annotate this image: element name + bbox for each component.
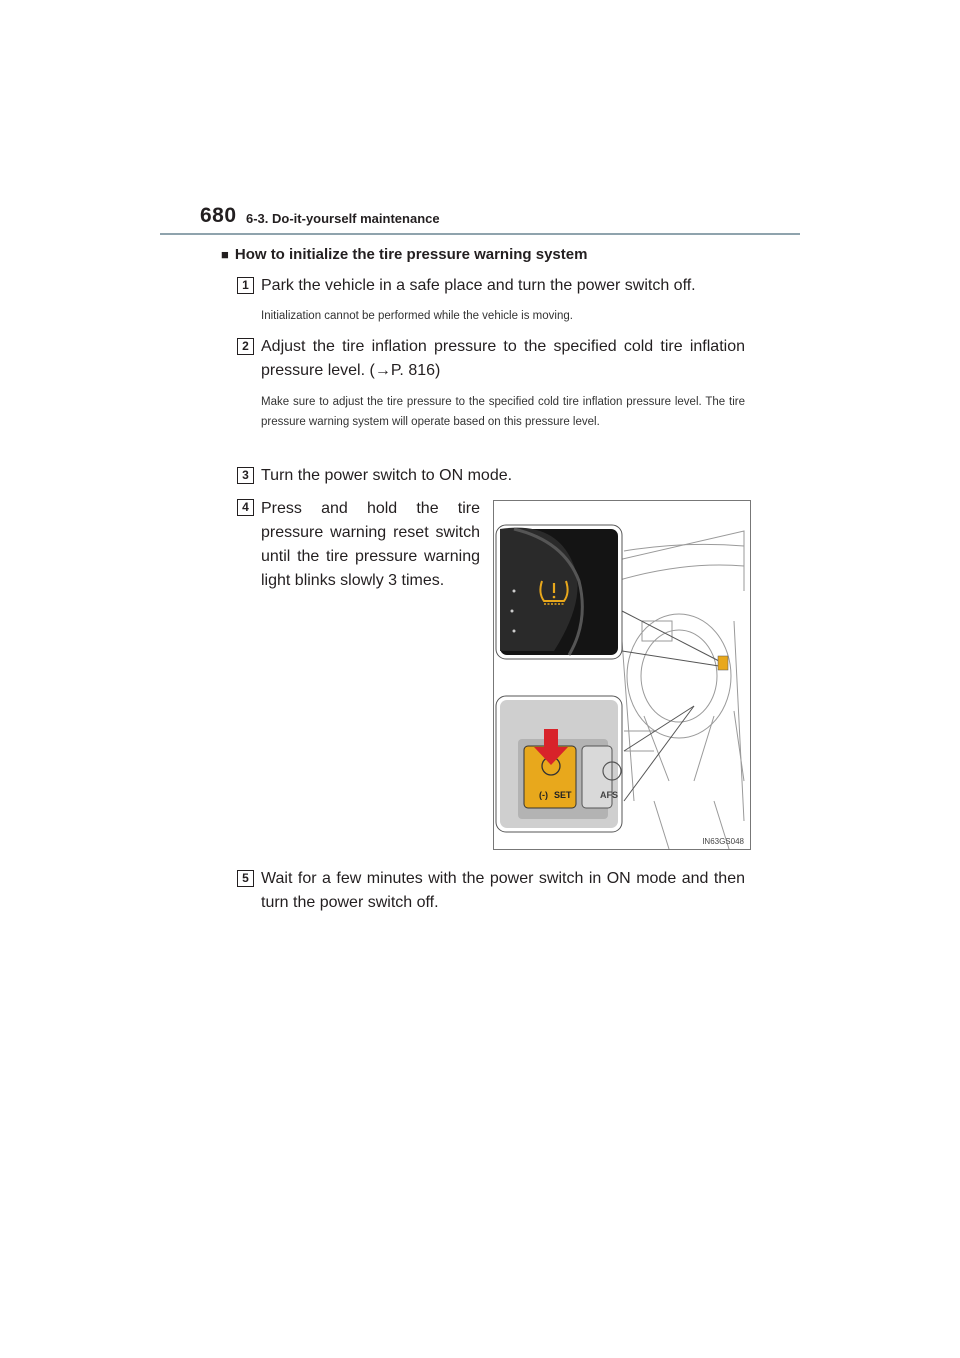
step-2-note: Make sure to adjust the tire pressure to the specified cold tire inflation pressure level. The tire pressure warning system will operate based on this pressure level.	[261, 396, 745, 428]
dashboard-drawing	[494, 501, 750, 849]
step-number-1: 1	[237, 277, 254, 294]
step-2-text: Adjust the tire inflation pressure to the specified cold tire inflation pressure level. (→P. 816)	[261, 338, 745, 379]
set-label: SET	[554, 790, 572, 800]
figure-code: IN63GS048	[702, 837, 744, 846]
square-bullet-icon: ■	[221, 247, 229, 262]
svg-text:(-): (-)	[539, 790, 548, 800]
step-1-text: Park the vehicle in a safe place and turn the power switch off.	[261, 277, 696, 294]
step-number-5: 5	[237, 870, 254, 887]
step-number-4: 4	[237, 499, 254, 516]
section-header: 6-3. Do-it-yourself maintenance	[246, 211, 440, 226]
step-number-3: 3	[237, 467, 254, 484]
header-rule	[160, 233, 800, 235]
step-number-2: 2	[237, 338, 254, 355]
step-5-text: Wait for a few minutes with the power switch in ON mode and then turn the power switch off.	[261, 870, 745, 911]
step-3-text: Turn the power switch to ON mode.	[261, 467, 513, 484]
section-title	[221, 246, 587, 263]
step-1-note: Initialization cannot be performed while the vehicle is moving.	[261, 310, 573, 322]
page-number: 680	[200, 204, 237, 227]
dashboard-illustration	[493, 500, 751, 850]
step-4-text: Press and hold the tire pressure warning reset switch until the tire pressure warning light blinks slowly 3 times.	[261, 500, 480, 589]
section-title-text: How to initialize the tire pressure warning system	[234, 246, 588, 263]
svg-text:AFS: AFS	[600, 790, 618, 800]
